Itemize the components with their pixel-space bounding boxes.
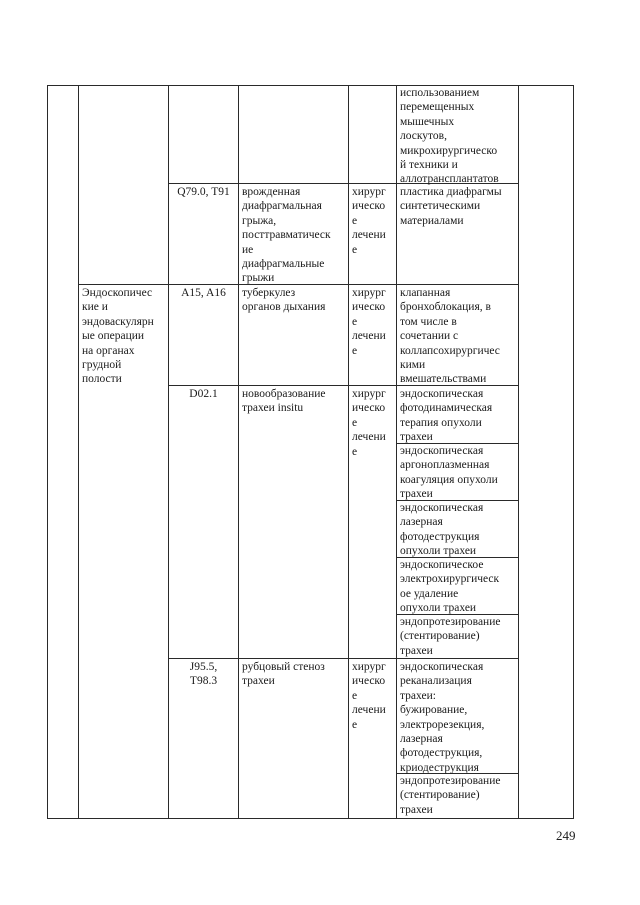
col-line — [396, 85, 397, 819]
method-cell: эндоскопическая лазерная фотодеструкция опухоли трахеи — [400, 502, 484, 558]
method-cell: эндоскопическое электрохирургическ ое удаление опухоли трахеи — [400, 559, 500, 615]
method-cell: эндоскопическая фотодинамическая терапия опухоли трахеи — [400, 388, 493, 444]
method-cell: эндоскопическая реканализация трахеи: бужирование, электрорезекция, лазерная фотодеструкция, криодеструкция — [400, 661, 485, 774]
treatment-cell: хирург ическо е лечени е — [352, 186, 386, 256]
method-cell: использованием перемещенных мышечных лоскутов, микрохирургическо й техники и аллотрансплантатов — [400, 87, 499, 186]
table-bottom-border — [47, 818, 574, 819]
col-line — [78, 85, 79, 819]
code-cell: Q79.0, T91 — [177, 186, 230, 198]
method-cell: эндоскопическая аргоноплазменная коагуляция опухоли трахеи — [400, 445, 498, 501]
treatment-cell: хирург ическо е лечени е — [352, 661, 386, 731]
code-cell: D02.1 — [189, 388, 218, 400]
method-cell: клапанная бронхоблокация, в том числе в сочетании с коллапсохирургичес кими вмешательствами — [400, 287, 500, 386]
page-number: 249 — [556, 828, 576, 843]
method-cell: эндопротезирование (стентирование) трахеи — [400, 775, 501, 816]
group-cell: Эндоскопичес кие и эндоваскулярн ые операции на органах грудной полости — [82, 287, 154, 386]
treatment-cell: хирург ическо е лечени е — [352, 388, 386, 458]
method-cell: эндопротезирование (стентирование) трахеи — [400, 616, 501, 657]
treatment-cell: хирург ическо е лечени е — [352, 287, 386, 357]
col-line — [238, 85, 239, 819]
col-line — [573, 85, 574, 819]
col-line — [348, 85, 349, 819]
col-line — [47, 85, 48, 819]
method-cell: пластика диафрагмы синтетическими материалами — [400, 186, 502, 227]
diagnosis-cell: новообразование трахеи insitu — [242, 388, 326, 415]
diagnosis-cell: туберкулез органов дыхания — [242, 287, 326, 314]
code-cell: J95.5, T98.3 — [189, 661, 218, 688]
col-line — [518, 85, 519, 819]
diagnosis-cell: рубцовый стеноз трахеи — [242, 661, 325, 688]
diagnosis-cell: врожденная диафрагмальная грыжа, посттравматическ ие диафрагмальные грыжи — [242, 186, 331, 285]
code-cell: A15, A16 — [181, 287, 226, 299]
